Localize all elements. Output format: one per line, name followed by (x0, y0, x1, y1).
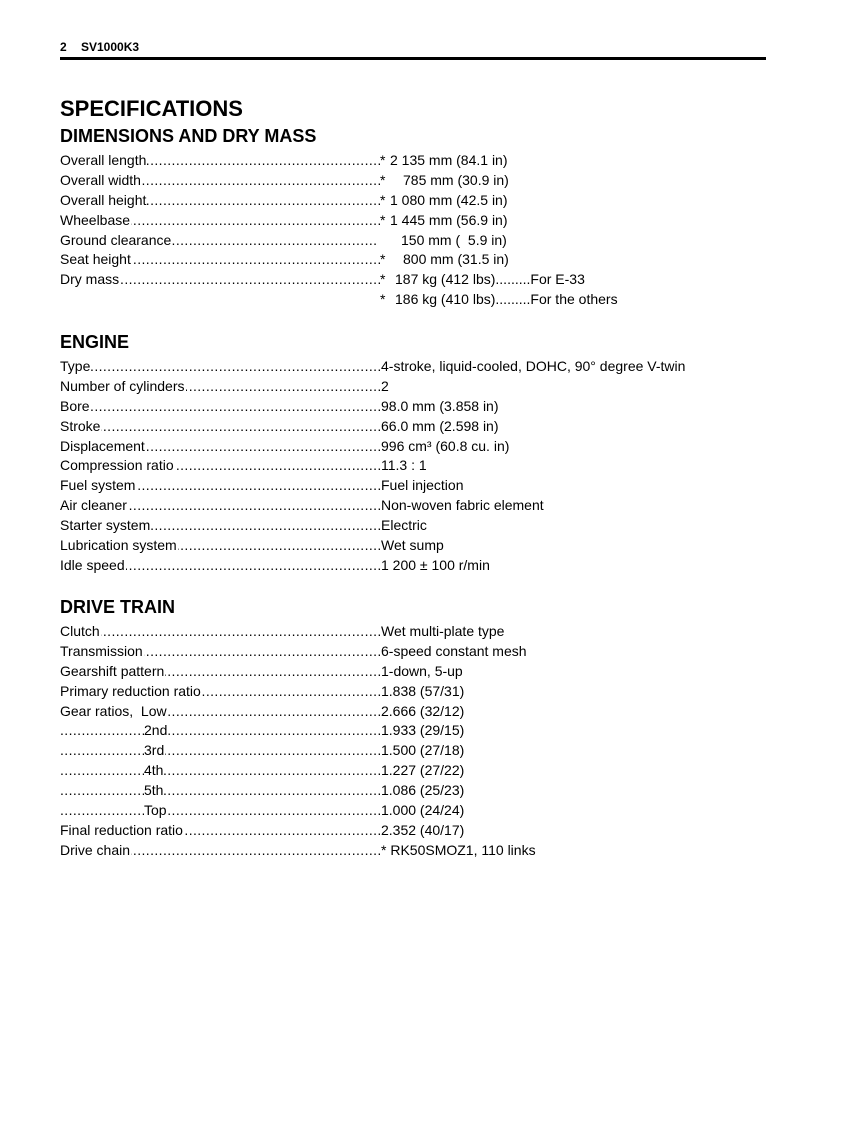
page-title: SPECIFICATIONS (60, 96, 243, 121)
spec-label: Dry mass (60, 271, 120, 288)
spec-star: * (380, 152, 386, 168)
spec-row-gear-3rd (60, 741, 780, 761)
spec-star: * (380, 211, 386, 228)
spec-value: 1 200 ± 100 r/min (381, 556, 490, 573)
spec-label: Stroke (60, 417, 101, 434)
spec-value: 187 kg (412 lbs) (395, 271, 496, 288)
spec-label: Overall height (60, 191, 147, 208)
spec-label: Bore (60, 397, 90, 414)
spec-row-wheelbase (60, 211, 780, 231)
page-number: 2 (60, 40, 67, 54)
spec-row-lubrication (60, 536, 780, 556)
spec-row-displacement (60, 437, 780, 457)
spec-label: Transmission (60, 642, 143, 659)
spec-star: * (380, 271, 386, 288)
spec-value: Wet sump (381, 537, 444, 554)
drive-train-list (60, 622, 780, 861)
spec-value: 785 mm (30.9 in) (403, 171, 509, 188)
spec-label: Wheelbase (60, 211, 131, 228)
spec-label: Seat height (60, 251, 131, 268)
spec-value: 2 135 mm (84.1 in) (390, 152, 508, 168)
spec-row-seat-height (60, 250, 780, 270)
spec-row-dry-mass-others (60, 290, 780, 310)
spec-value: * RK50SMOZ1, 110 links (381, 841, 536, 858)
spec-value: 1.838 (57/31) (381, 682, 465, 699)
spec-value: 1 445 mm (56.9 in) (390, 211, 508, 228)
spec-value: 186 kg (410 lbs) (395, 291, 496, 308)
spec-value: 1.227 (27/22) (381, 762, 465, 779)
spec-value: 2.352 (40/17) (381, 821, 465, 838)
spec-value: 2 (381, 377, 389, 394)
spec-label: Ground clearance (60, 231, 172, 248)
spec-label: Fuel system (60, 477, 136, 494)
spec-label: 5th (144, 782, 164, 799)
spec-value: 1-down, 5-up (381, 662, 463, 679)
spec-label: Top (144, 802, 167, 819)
spec-star: * (380, 171, 386, 188)
spec-label: 3rd (144, 742, 165, 759)
spec-label: Number of cylinders (60, 377, 185, 394)
spec-value: 2.666 (32/12) (381, 702, 465, 719)
spec-label: Primary reduction ratio (60, 682, 201, 699)
spec-row-gear-5th (60, 781, 780, 801)
spec-row-primary-reduction (60, 682, 780, 702)
spec-row-type (60, 357, 780, 377)
spec-row-overall-length (60, 151, 780, 171)
spec-star: * (380, 291, 386, 308)
spec-row-idle-speed (60, 556, 780, 576)
spec-label: Type (60, 358, 91, 374)
spec-label: Drive chain (60, 841, 131, 858)
spec-label: Final reduction ratio (60, 821, 183, 838)
spec-label: Displacement (60, 437, 145, 454)
spec-row-clutch (60, 622, 780, 642)
spec-label: Compression ratio (60, 457, 174, 474)
spec-value: 150 mm ( 5.9 in) (401, 231, 507, 248)
spec-value: Wet multi-plate type (381, 623, 505, 639)
spec-label: Overall length (60, 152, 147, 168)
spec-row-stroke (60, 417, 780, 437)
spec-label: 4th (144, 762, 164, 779)
engine-list (60, 357, 780, 576)
spec-label: Clutch (60, 623, 100, 639)
spec-value: 996 cm³ (60.8 cu. in) (381, 437, 510, 454)
spec-value: 1 080 mm (42.5 in) (390, 191, 508, 208)
spec-row-fuel-system (60, 476, 780, 496)
spec-value: 1.500 (27/18) (381, 742, 465, 759)
spec-row-ground-clearance (60, 231, 780, 251)
spec-value: 6-speed constant mesh (381, 642, 527, 659)
spec-value: 98.0 mm (3.858 in) (381, 397, 499, 414)
spec-row-gear-top (60, 801, 780, 821)
spec-value: Fuel injection (381, 477, 464, 494)
spec-value: 1.086 (25/23) (381, 782, 465, 799)
spec-row-gear-2nd (60, 721, 780, 741)
spec-label: Gearshift pattern (60, 662, 165, 679)
spec-label: Starter system (60, 517, 151, 534)
spec-label: Air cleaner (60, 497, 127, 514)
spec-row-bore (60, 397, 780, 417)
spec-star: * (380, 251, 386, 268)
spec-label: Gear ratios, Low (60, 702, 167, 719)
page-header (60, 39, 766, 60)
spec-row-gearshift (60, 662, 780, 682)
spec-row-overall-height (60, 191, 780, 211)
spec-value: 1.000 (24/24) (381, 802, 465, 819)
spec-row-final-reduction (60, 821, 780, 841)
spec-row-gear-4th (60, 761, 780, 781)
spec-row-starter (60, 516, 780, 536)
spec-label: 2nd (144, 722, 168, 739)
spec-row-overall-width (60, 171, 780, 191)
spec-value: 11.3 : 1 (381, 457, 427, 474)
dimensions-list (60, 151, 780, 310)
spec-value: Non-woven fabric element (381, 497, 544, 514)
spec-row-dry-mass (60, 270, 780, 290)
spec-row-cylinders (60, 377, 780, 397)
spec-star: * (380, 191, 386, 208)
spec-label (60, 291, 61, 307)
spec-value: 1.933 (29/15) (381, 722, 465, 739)
spec-row-air-cleaner (60, 496, 780, 516)
spec-value: 4-stroke, liquid-cooled, DOHC, 90° degree V-twin (381, 358, 686, 374)
section-title-engine: ENGINE (60, 332, 130, 352)
spec-row-compression (60, 456, 780, 476)
spec-row-transmission (60, 642, 780, 662)
spec-value: 66.0 mm (2.598 in) (381, 417, 499, 434)
spec-note: ..... For E-33 (495, 271, 584, 287)
spec-note: ..... For the others (495, 291, 617, 307)
spec-value: 800 mm (31.5 in) (403, 251, 509, 268)
spec-label: Idle speed (60, 556, 125, 573)
spec-row-drive-chain (60, 841, 780, 861)
section-title-drive-train: DRIVE TRAIN (60, 597, 176, 617)
model-name: SV1000K3 (81, 40, 140, 54)
spec-label: Overall width (60, 171, 141, 188)
spec-label: Lubrication system (60, 537, 177, 554)
spec-row-gear-low (60, 702, 780, 722)
section-title-dimensions: DIMENSIONS AND DRY MASS (60, 126, 317, 146)
spec-value: Electric (381, 517, 427, 534)
